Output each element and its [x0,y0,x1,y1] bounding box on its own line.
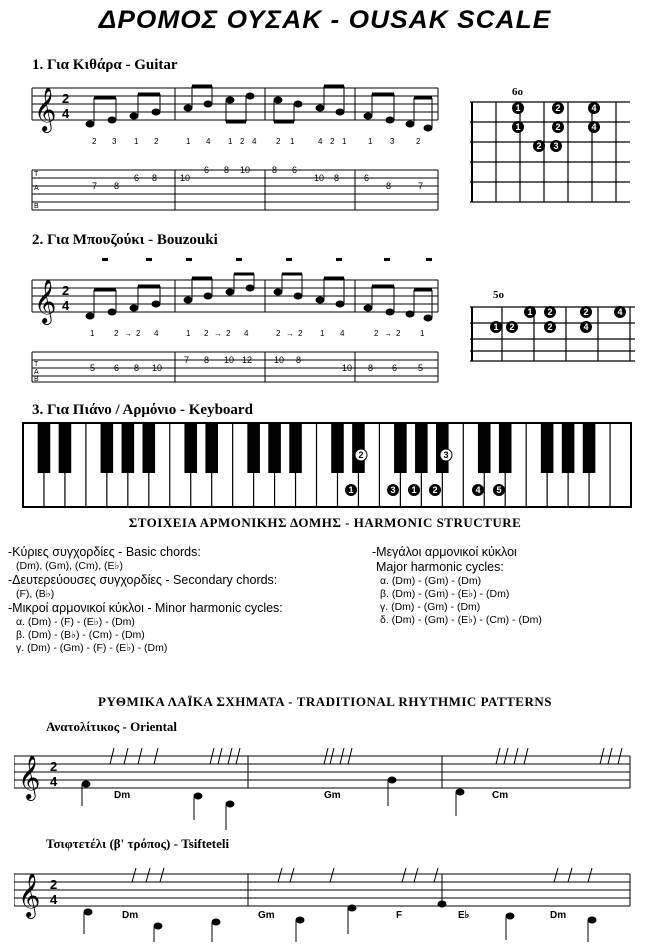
svg-text:1: 1 [134,137,139,146]
minor-cycles-heading: -Μικροί αρμονικοί κύκλοι - Minor harmonic cycles: [8,601,283,615]
svg-text:1: 1 [515,103,521,113]
tsifteteli-label: Τσιφτετέλι (β' τρόπος) - Tsifteteli [46,836,230,851]
svg-text:2: 2 [509,322,515,332]
svg-text:2: 2 [536,141,542,151]
svg-text:6: 6 [134,173,140,183]
svg-text:T: T [34,171,39,178]
black-key [478,423,491,473]
svg-text:Dm: Dm [122,910,139,921]
svg-text:2: 2 [583,307,589,317]
svg-text:A: A [34,369,39,376]
svg-text:2: 2 [50,759,58,774]
treble-clef-icon: 𝄞 [34,89,57,131]
svg-text:2: 2 [240,137,245,146]
svg-text:1: 1 [411,485,417,495]
harmonic-left-column [8,545,368,655]
svg-text:2: 2 [416,137,421,146]
keyboard-section-label: 3. Για Πιάνο / Αρμόνιο - Keyboard [32,402,253,418]
svg-text:2: 2 [154,137,159,146]
bouzouki-fingering [90,329,425,338]
svg-text:→: → [384,329,392,338]
minor-cycle-c: γ. (Dm) - (Gm) - (F) - (E♭) - (Dm) [16,642,168,654]
harmonic-header: ΣΤΟΙΧΕΙΑ ΑΡΜΟΝΙΚΗΣ ΔΟΜΗΣ - HARMONIC STRUCTURE [128,515,522,530]
time-signature-bottom: 4 [62,106,70,121]
black-key [38,423,51,473]
svg-text:T: T [34,361,39,368]
minor-cycle-a: α. (Dm) - (F) - (E♭) - (Dm) [16,616,135,628]
black-key [562,423,575,473]
svg-text:7: 7 [418,181,424,191]
guitar-notes [86,86,432,131]
oriental-staff [14,730,634,840]
svg-text:4: 4 [206,137,211,146]
svg-text:8: 8 [152,173,158,183]
time-signature-top: 2 [62,91,70,106]
svg-text:1: 1 [493,322,499,332]
harmonic-right-column [372,545,642,627]
black-key [143,423,156,473]
secondary-chords-heading: -Δευτερεύουσες συγχορδίες - Secondary chords: [8,573,278,587]
svg-text:10: 10 [342,363,353,373]
svg-text:2: 2 [330,137,335,146]
svg-text:4: 4 [340,329,345,338]
guitar-section-label: 1. Για Κιθάρα - Guitar [32,57,178,73]
svg-text:3: 3 [390,137,395,146]
svg-text:Cm: Cm [492,790,509,801]
svg-text:5: 5 [418,363,424,373]
major-cycle-b: β. (Dm) - (Gm) - (E♭) - (Dm) [380,588,510,600]
svg-text:2: 2 [92,137,97,146]
svg-text:8: 8 [224,165,230,175]
svg-text:3: 3 [443,450,449,460]
svg-text:8: 8 [272,165,278,175]
svg-text:2: 2 [555,122,561,132]
svg-text:10: 10 [240,165,251,175]
svg-text:1: 1 [320,329,325,338]
svg-text:3: 3 [390,485,396,495]
svg-text:6: 6 [292,165,298,175]
major-cycle-a: α. (Dm) - (Gm) - (Dm) [380,575,482,587]
guitar-fretboard [470,98,635,208]
black-key [289,423,302,473]
svg-text:10: 10 [314,173,325,183]
bouzouki-notes [86,274,432,321]
major-cycle-c: γ. (Dm) - (Gm) - (Dm) [380,601,481,613]
svg-text:1: 1 [515,122,521,132]
svg-text:4: 4 [318,137,323,146]
basic-chords-heading: -Κύριες συγχορδίες - Basic chords: [8,545,201,559]
svg-text:2: 2 [555,103,561,113]
time-signature-top: 2 [62,283,70,298]
svg-text:2: 2 [396,329,401,338]
bouzouki-fretboard [470,303,640,365]
svg-text:𝄞: 𝄞 [18,757,41,799]
svg-text:2: 2 [547,322,553,332]
tsifteteli-staff [14,850,634,946]
svg-text:Gm: Gm [258,910,275,921]
svg-text:1: 1 [342,137,347,146]
guitar-fingering [92,137,421,146]
black-key [436,423,449,473]
oriental-label: Ανατολίτικος - Oriental [46,719,178,734]
svg-text:E♭: E♭ [458,910,470,921]
keyboard-diagram [22,422,634,510]
svg-text:1: 1 [368,137,373,146]
major-cycles-heading: -Μεγάλοι αρμονικοί κύκλοι [372,545,517,559]
svg-text:8: 8 [368,363,374,373]
bouzouki-notation [28,256,448,386]
black-key [394,423,407,473]
svg-text:1: 1 [186,137,191,146]
svg-text:B: B [34,203,39,210]
black-key [583,423,596,473]
black-key [184,423,197,473]
svg-text:2: 2 [374,329,379,338]
tab-letters [34,171,39,210]
svg-text:3: 3 [553,141,559,151]
svg-text:4: 4 [617,307,623,317]
svg-text:5: 5 [496,485,502,495]
svg-text:1: 1 [527,307,533,317]
svg-text:2: 2 [114,329,119,338]
rhythm-header: ΡΥΘΜΙΚΑ ΛΑΪΚΑ ΣΧΗΜΑΤΑ - TRADITIONAL RHYTHMIC PATTERNS [98,694,552,709]
svg-text:1: 1 [348,485,354,495]
svg-text:10: 10 [152,363,163,373]
svg-text:3: 3 [112,137,117,146]
svg-text:2: 2 [276,137,281,146]
time-signature-bottom: 4 [62,298,70,313]
svg-text:2: 2 [226,329,231,338]
svg-text:8: 8 [386,181,392,191]
svg-text:6: 6 [204,165,210,175]
minor-cycle-b: β. (Dm) - (B♭) - (Cm) - (Dm) [16,629,145,641]
svg-text:10: 10 [274,355,285,365]
black-key [59,423,72,473]
bouzouki-fret-label: 5ο [493,289,504,301]
svg-text:𝄞: 𝄞 [18,875,41,917]
black-key [541,423,554,473]
svg-text:2: 2 [50,877,58,892]
svg-text:4: 4 [50,774,58,789]
black-key [415,423,428,473]
secondary-chords-list: (F), (B♭) [16,588,55,600]
bouzouki-tab-numbers [90,355,423,373]
svg-text:1: 1 [290,137,295,146]
black-key [499,423,512,473]
svg-text:10: 10 [180,173,191,183]
svg-text:1: 1 [228,137,233,146]
svg-text:8: 8 [296,355,302,365]
svg-text:5: 5 [90,363,96,373]
bouzouki-section-label: 2. Για Μπουζούκι - Bouzouki [32,232,218,248]
svg-text:2: 2 [276,329,281,338]
svg-text:4: 4 [244,329,249,338]
svg-text:6: 6 [392,363,398,373]
svg-text:4: 4 [252,137,257,146]
major-cycle-d: δ. (Dm) - (Gm) - (E♭) - (Cm) - (Dm) [380,614,542,626]
svg-text:2: 2 [432,485,438,495]
svg-text:Gm: Gm [324,790,341,801]
svg-text:8: 8 [134,363,140,373]
major-cycles-heading-en: Major harmonic cycles: [376,560,504,574]
black-key [331,423,344,473]
svg-text:F: F [396,910,403,921]
svg-text:4: 4 [154,329,159,338]
svg-text:→: → [124,329,132,338]
treble-clef-icon: 𝄞 [34,281,57,323]
svg-text:1: 1 [186,329,191,338]
svg-text:Dm: Dm [114,790,131,801]
svg-text:4: 4 [475,485,481,495]
svg-text:2: 2 [204,329,209,338]
svg-text:8: 8 [204,355,210,365]
black-key [352,423,365,473]
svg-text:4: 4 [591,122,597,132]
black-key [268,423,281,473]
svg-text:2: 2 [547,307,553,317]
black-key [205,423,218,473]
svg-text:4: 4 [583,322,589,332]
svg-text:B: B [34,376,39,383]
black-key [122,423,135,473]
svg-text:4: 4 [591,103,597,113]
svg-text:2: 2 [358,450,364,460]
guitar-notation [28,78,448,218]
svg-text:12: 12 [242,355,253,365]
page-title: ΔΡΟΜΟΣ ΟΥΣΑΚ - OUSAK SCALE [98,6,552,34]
bouzouki-bow-marks [102,258,432,261]
svg-text:7: 7 [92,181,98,191]
svg-text:8: 8 [114,181,120,191]
svg-text:1: 1 [420,329,425,338]
svg-text:→: → [214,329,222,338]
black-key [247,423,260,473]
svg-text:10: 10 [224,355,235,365]
svg-text:1: 1 [90,329,95,338]
black-key [101,423,114,473]
svg-text:A: A [34,185,39,192]
svg-text:Dm: Dm [550,910,567,921]
svg-text:2: 2 [298,329,303,338]
svg-text:6: 6 [364,173,370,183]
svg-text:4: 4 [50,892,58,907]
guitar-fret-label: 6ο [512,86,523,98]
basic-chords-list: (Dm), (Gm), (Cm), (E♭) [16,560,124,572]
svg-text:8: 8 [334,173,340,183]
svg-text:2: 2 [136,329,141,338]
svg-text:→: → [286,329,294,338]
svg-text:7: 7 [184,355,190,365]
svg-text:6: 6 [114,363,120,373]
